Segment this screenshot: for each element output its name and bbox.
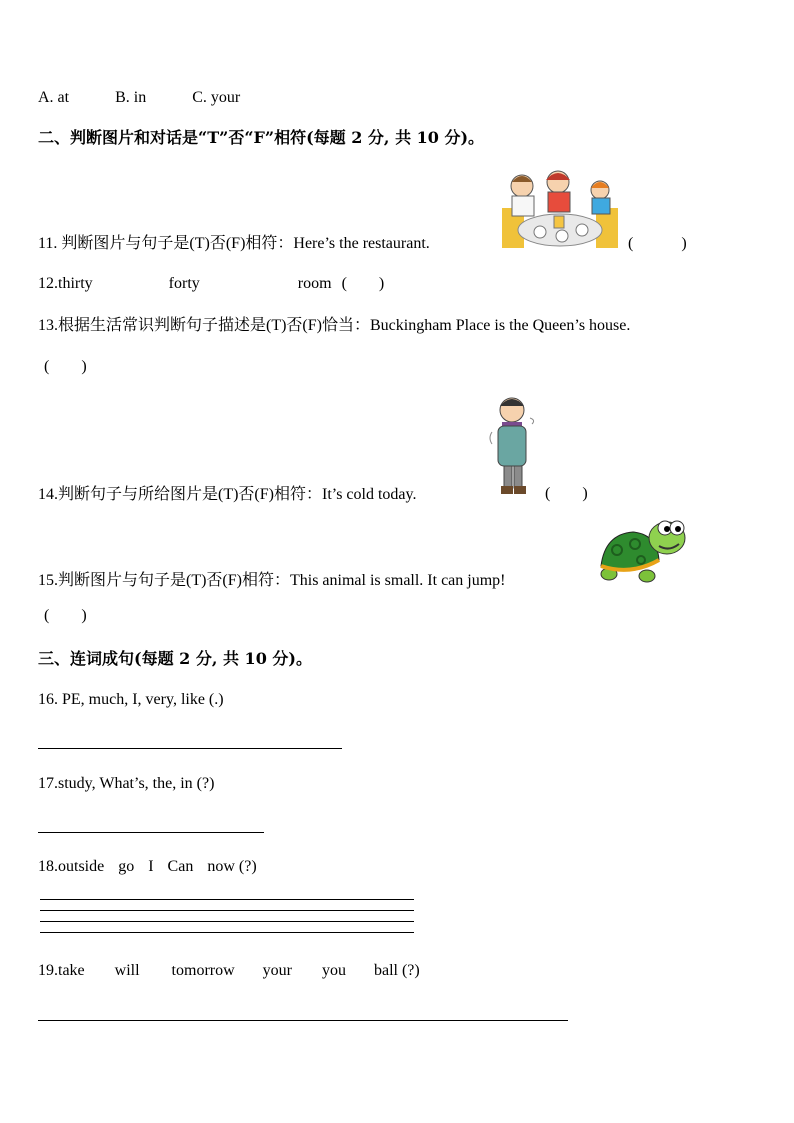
q19-word: tomorrow: [171, 962, 235, 979]
question-17: 17.study, What’s, the, in (?): [38, 775, 215, 792]
question-15: 15.判断图片与句子是(T)否(F)相符：This animal is small. It can jump!: [38, 572, 506, 589]
q19-word: 19.take: [38, 962, 85, 979]
question-12: [38, 274, 384, 294]
q18-word: 18.outside: [38, 858, 105, 875]
option-a: A. at: [38, 89, 70, 106]
q19-word: will: [114, 962, 140, 979]
restaurant-family-picture: [500, 168, 622, 250]
question-19: [38, 961, 420, 981]
q19-word: your: [262, 962, 292, 979]
question-13: 13.根据生活常识判断句子描述是(T)否(F)恰当：Buckingham Place is the Queen’s house.: [38, 317, 631, 334]
cold-boy-picture: [488, 392, 540, 500]
option-b: B. in: [115, 89, 147, 106]
q19-word: ball (?): [373, 962, 420, 979]
question-16: 16. PE, much, I, very, like (.): [38, 691, 224, 708]
q10-options: [38, 88, 240, 108]
q18-word: I: [148, 858, 154, 875]
q18-answer-line-4[interactable]: [40, 932, 414, 933]
q18-answer-line-1[interactable]: [40, 899, 414, 900]
option-c: C. your: [192, 89, 241, 106]
q13-answer-paren[interactable]: ( ): [44, 358, 87, 375]
q11-answer-paren[interactable]: ( ): [628, 235, 687, 252]
question-14: 14.判断句子与所给图片是(T)否(F)相符：It’s cold today.: [38, 486, 417, 503]
turtle-picture: [597, 516, 689, 586]
question-11: [38, 234, 430, 254]
q12-word-3: room: [297, 275, 332, 292]
q18-word: Can: [167, 858, 194, 875]
q19-answer-line[interactable]: [38, 1020, 568, 1021]
q12-answer-paren[interactable]: ( ): [341, 275, 385, 292]
q18-answer-line-2[interactable]: [40, 910, 414, 911]
q17-answer-line[interactable]: [38, 832, 264, 833]
q15-answer-paren[interactable]: ( ): [44, 607, 87, 624]
question-18: [38, 857, 257, 877]
q18-word: go: [118, 858, 135, 875]
q12-word-1: 12.thirty: [38, 275, 93, 292]
q18-word: now (?): [207, 858, 257, 875]
q18-answer-line-3[interactable]: [40, 921, 414, 922]
q11-text: 11. 判断图片与句子是(T)否(F)相符：Here’s the restaurant.: [38, 235, 430, 252]
q16-answer-line[interactable]: [38, 748, 342, 749]
q12-word-2: forty: [168, 275, 200, 292]
section-2-heading: 二、判断图片和对话是“T”否“F”相符(每题 2 分, 共 10 分)。: [38, 128, 485, 147]
section-3-heading: 三、连词成句(每题 2 分, 共 10 分)。: [38, 649, 312, 668]
q19-word: you: [321, 962, 346, 979]
q14-answer-paren[interactable]: ( ): [545, 485, 588, 502]
